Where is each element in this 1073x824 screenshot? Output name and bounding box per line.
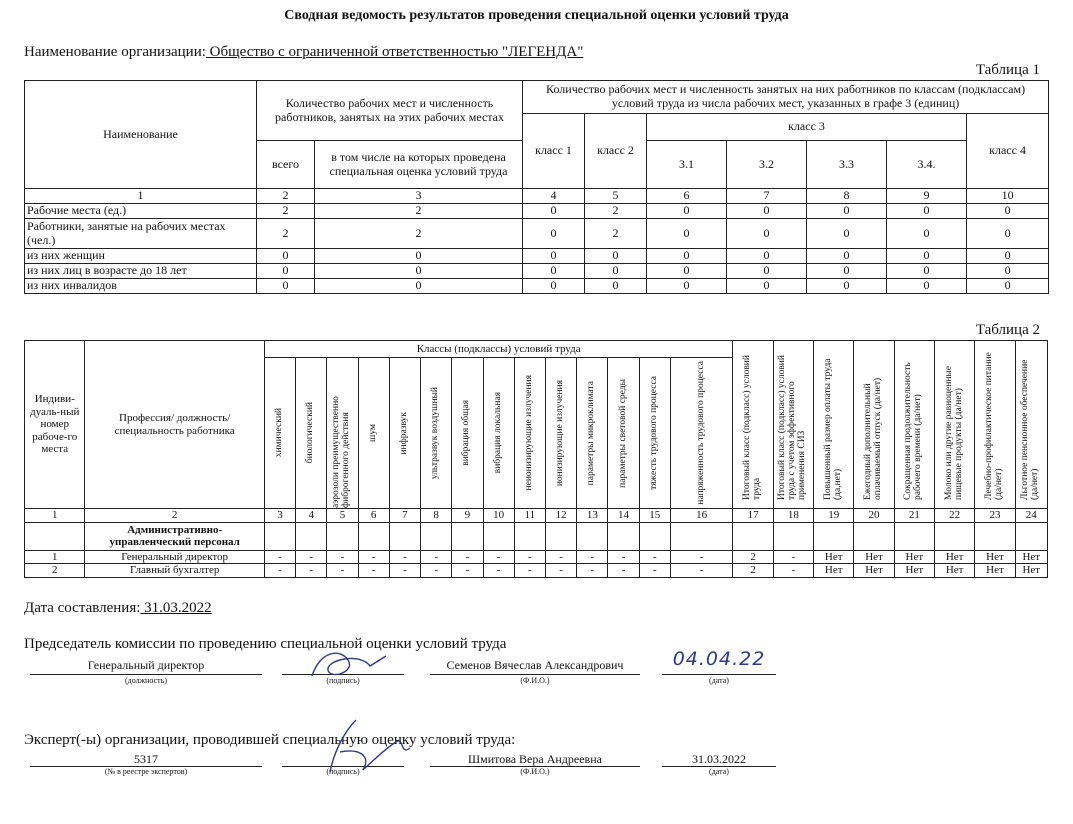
t2-cell: - bbox=[670, 550, 733, 564]
t1-number-row bbox=[25, 189, 1049, 204]
t2-cell: - bbox=[358, 564, 389, 578]
t1-cell: 0 bbox=[585, 279, 647, 294]
t2-num: 8 bbox=[421, 509, 452, 523]
t1-cell: 0 bbox=[727, 279, 807, 294]
t2-cell: - bbox=[264, 564, 295, 578]
t1-row-name: из них женщин bbox=[25, 249, 257, 264]
chairman-date-caption: (дата) bbox=[709, 676, 729, 685]
t2-header-prof: Профессия/ должность/ специальность работника bbox=[85, 341, 264, 509]
t2-cell: - bbox=[773, 550, 813, 564]
t2-cell: - bbox=[483, 564, 514, 578]
t1-cell: 0 bbox=[315, 249, 523, 264]
t1-cell: 2 bbox=[585, 219, 647, 249]
t1-header-class1: класс 1 bbox=[523, 114, 585, 189]
t2-header-extra: Итоговый класс (подкласс) условий труда bbox=[733, 341, 773, 509]
t2-row-prof: Генеральный директор bbox=[85, 550, 264, 564]
t2-header-factor: напряженность трудового процесса bbox=[670, 358, 733, 509]
t1-cell: 0 bbox=[807, 219, 887, 249]
t2-cell: - bbox=[545, 564, 576, 578]
t1-cell: 0 bbox=[887, 249, 967, 264]
t2-header-extra: Сокращенная продолжительность рабочего времени (да/нет) bbox=[894, 341, 934, 509]
t1-header-count-group: Количество рабочих мест и численность работников, занятых на этих рабочих местах bbox=[257, 81, 523, 141]
t2-cell bbox=[814, 522, 854, 550]
t1-cell: 0 bbox=[967, 249, 1049, 264]
t1-cell: 2 bbox=[315, 219, 523, 249]
t2-cell: - bbox=[608, 550, 639, 564]
t2-num: 1 bbox=[25, 509, 85, 523]
chairman-heading: Председатель комиссии по проведению специальной оценки условий труда bbox=[24, 636, 507, 652]
t2-cell: 2 bbox=[733, 564, 773, 578]
t2-cell: Нет bbox=[934, 550, 974, 564]
t1-cell: 0 bbox=[585, 249, 647, 264]
t2-header-factor: вибрация локальная bbox=[483, 358, 514, 509]
t2-cell bbox=[1015, 522, 1047, 550]
t1-cell: 0 bbox=[807, 279, 887, 294]
t2-cell: - bbox=[514, 550, 545, 564]
t1-header-c31: 3.1 bbox=[647, 141, 727, 189]
t2-num: 7 bbox=[389, 509, 420, 523]
t1-cell: 0 bbox=[967, 264, 1049, 279]
t2-cell bbox=[577, 522, 608, 550]
t2-num: 12 bbox=[545, 509, 576, 523]
t2-cell: - bbox=[389, 564, 420, 578]
t2-header-factor: ультразвук воздушный bbox=[421, 358, 452, 509]
t2-header-factor: неионизирующие излучения bbox=[514, 358, 545, 509]
t2-header-classes: Классы (подклассы) условий труда bbox=[264, 341, 733, 358]
t1-cell: 0 bbox=[647, 264, 727, 279]
table1-caption: Таблица 1 bbox=[975, 62, 1040, 78]
t2-cell: - bbox=[358, 550, 389, 564]
t2-cell bbox=[483, 522, 514, 550]
t2-header-extra: Ежегодный дополнительный оплачиваемый отпуск (да/нет) bbox=[854, 341, 894, 509]
t2-header-factor: тяжесть трудового процесса bbox=[639, 358, 670, 509]
t2-cell bbox=[670, 522, 733, 550]
t1-cell: 0 bbox=[807, 264, 887, 279]
t1-header-name: Наименование bbox=[25, 81, 257, 189]
t1-cell: 2 bbox=[315, 204, 523, 219]
t2-num: 19 bbox=[814, 509, 854, 523]
t2-cell: - bbox=[545, 550, 576, 564]
t2-num: 9 bbox=[452, 509, 483, 523]
t2-cell: - bbox=[452, 564, 483, 578]
t1-cell: 0 bbox=[967, 219, 1049, 249]
t2-cell bbox=[639, 522, 670, 550]
t2-row bbox=[25, 564, 1048, 578]
t1-cell: 0 bbox=[523, 279, 585, 294]
t2-cell: - bbox=[773, 564, 813, 578]
t1-num: 9 bbox=[887, 189, 967, 204]
t1-row-name: из них инвалидов bbox=[25, 279, 257, 294]
t2-cell: - bbox=[421, 564, 452, 578]
t1-header-c33: 3.3 bbox=[807, 141, 887, 189]
t1-header-class-group: Количество рабочих мест и численность занятых на них работников по классам (подклассам) условий труда из числа рабочих мест, указанных в графе 3 (единиц) bbox=[523, 81, 1049, 114]
t2-cell bbox=[608, 522, 639, 550]
organization-line bbox=[24, 44, 583, 61]
t1-cell: 0 bbox=[257, 264, 315, 279]
t1-num: 3 bbox=[315, 189, 523, 204]
t1-cell: 0 bbox=[727, 264, 807, 279]
t2-cell bbox=[25, 522, 85, 550]
t2-num: 23 bbox=[975, 509, 1015, 523]
expert-heading: Эксперт(-ы) организации, проводившей специальную оценку условий труда: bbox=[24, 732, 516, 748]
t1-num: 8 bbox=[807, 189, 887, 204]
t2-cell bbox=[421, 522, 452, 550]
t1-header-class3: класс 3 bbox=[647, 114, 967, 141]
expert-reg-no: 5317 bbox=[30, 752, 262, 767]
t2-num: 24 bbox=[1015, 509, 1047, 523]
t2-header-extra: Льготное пенсионное обеспечение (да/нет) bbox=[1015, 341, 1047, 509]
expert-reg-caption: (№ в реестре экспертов) bbox=[104, 767, 188, 776]
t2-cell: Нет bbox=[934, 564, 974, 578]
t1-cell: 0 bbox=[257, 279, 315, 294]
t2-header-factor: инфразвук bbox=[389, 358, 420, 509]
t1-num: 5 bbox=[585, 189, 647, 204]
t2-cell: Нет bbox=[1015, 564, 1047, 578]
t1-cell: 0 bbox=[315, 279, 523, 294]
document-title: Сводная ведомость результатов проведения специальной оценки условий труда bbox=[284, 8, 789, 23]
t2-cell: - bbox=[296, 550, 327, 564]
t2-header-factor: параметры микроклимата bbox=[577, 358, 608, 509]
t2-cell: - bbox=[327, 564, 358, 578]
t2-num: 21 bbox=[894, 509, 934, 523]
t1-row bbox=[25, 219, 1049, 249]
t2-header-factor: аэрозоли преимущественно фиброгенного действия bbox=[327, 358, 358, 509]
t1-cell: 0 bbox=[967, 204, 1049, 219]
t2-header-factor: параметры световой среды bbox=[608, 358, 639, 509]
t1-row-name: из них лиц в возрасте до 18 лет bbox=[25, 264, 257, 279]
t1-header-c32: 3.2 bbox=[727, 141, 807, 189]
t1-row-name: Рабочие места (ед.) bbox=[25, 204, 257, 219]
t2-cell: Нет bbox=[854, 550, 894, 564]
table2 bbox=[24, 340, 1048, 578]
expert-date-caption: (дата) bbox=[709, 767, 729, 776]
t1-cell: 0 bbox=[257, 249, 315, 264]
t2-cell: - bbox=[421, 550, 452, 564]
t2-cell: - bbox=[264, 550, 295, 564]
t2-cell: - bbox=[514, 564, 545, 578]
t1-cell: 0 bbox=[967, 279, 1049, 294]
date-compiled-label: Дата составления: bbox=[24, 600, 141, 616]
t1-cell: 0 bbox=[727, 249, 807, 264]
t1-row bbox=[25, 204, 1049, 219]
expert-fio: Шмитова Вера Андреевна bbox=[430, 752, 640, 767]
expert-fio-caption: (Ф.И.О.) bbox=[520, 767, 550, 776]
t1-row bbox=[25, 249, 1049, 264]
t2-num: 13 bbox=[577, 509, 608, 523]
t2-header-num: Индиви-дуаль-ный номер рабоче-го места bbox=[25, 341, 85, 509]
t2-cell bbox=[296, 522, 327, 550]
t1-cell: 0 bbox=[523, 264, 585, 279]
t1-cell: 0 bbox=[523, 204, 585, 219]
t2-cell: Нет bbox=[814, 564, 854, 578]
chairman-position-caption: (должность) bbox=[125, 676, 167, 685]
t1-num: 10 bbox=[967, 189, 1049, 204]
t1-cell: 0 bbox=[585, 264, 647, 279]
t2-row-prof: Главный бухгалтер bbox=[85, 564, 264, 578]
t2-header-extra: Повышенный размер оплаты труда (да,нет) bbox=[814, 341, 854, 509]
chairman-position: Генеральный директор bbox=[30, 658, 262, 675]
organization-label: Наименование организации: bbox=[24, 44, 206, 60]
t2-section-row bbox=[25, 522, 1048, 550]
t1-header-total: всего bbox=[257, 141, 315, 189]
t2-cell: - bbox=[389, 550, 420, 564]
organization-name: Общество с ограниченной ответственностью "ЛЕГЕНДА" bbox=[205, 44, 584, 60]
t2-cell: Нет bbox=[975, 550, 1015, 564]
t2-header-factor: биологический bbox=[296, 358, 327, 509]
t2-header-factor: ионизирующие излучения bbox=[545, 358, 576, 509]
t2-cell: 2 bbox=[733, 550, 773, 564]
t2-cell: Нет bbox=[1015, 550, 1047, 564]
t2-cell bbox=[264, 522, 295, 550]
t2-num: 5 bbox=[327, 509, 358, 523]
t2-cell: - bbox=[577, 564, 608, 578]
t1-cell: 2 bbox=[585, 204, 647, 219]
t1-cell: 0 bbox=[647, 204, 727, 219]
table2-caption: Таблица 2 bbox=[975, 322, 1040, 338]
chairman-date: 04.04.22 bbox=[662, 648, 776, 675]
t1-cell: 0 bbox=[523, 249, 585, 264]
expert-sign-caption: (подпись) bbox=[326, 767, 360, 776]
chairman-fio-caption: (Ф.И.О.) bbox=[520, 676, 550, 685]
t2-cell bbox=[894, 522, 934, 550]
t2-cell: - bbox=[296, 564, 327, 578]
t2-num: 3 bbox=[264, 509, 295, 523]
t2-cell: Нет bbox=[894, 550, 934, 564]
t1-cell: 0 bbox=[647, 249, 727, 264]
t2-cell bbox=[975, 522, 1015, 550]
t2-num: 18 bbox=[773, 509, 813, 523]
t2-row-num: 2 bbox=[25, 564, 85, 578]
table1 bbox=[24, 80, 1049, 294]
t2-num: 20 bbox=[854, 509, 894, 523]
t2-row-num: 1 bbox=[25, 550, 85, 564]
t2-cell: - bbox=[483, 550, 514, 564]
t2-num: 11 bbox=[514, 509, 545, 523]
t2-header-factor: вибрация общая bbox=[452, 358, 483, 509]
t2-cell bbox=[545, 522, 576, 550]
t2-cell: - bbox=[670, 564, 733, 578]
t1-num: 1 bbox=[25, 189, 257, 204]
t2-header-extra: Молоко или другие равноценные пищевые продукты (да/нет) bbox=[934, 341, 974, 509]
t2-num: 22 bbox=[934, 509, 974, 523]
t2-cell bbox=[358, 522, 389, 550]
chairman-fio: Семенов Вячеслав Александрович bbox=[430, 658, 640, 675]
t2-header-extra: Итоговый класс (подкласс) условий труда с учетом эффективного применения СИЗ bbox=[773, 341, 813, 509]
t1-cell: 0 bbox=[887, 204, 967, 219]
t1-cell: 2 bbox=[257, 204, 315, 219]
t2-num: 2 bbox=[85, 509, 264, 523]
t1-cell: 0 bbox=[887, 264, 967, 279]
t2-num: 6 bbox=[358, 509, 389, 523]
t1-num: 2 bbox=[257, 189, 315, 204]
t1-cell: 0 bbox=[647, 279, 727, 294]
t2-num: 4 bbox=[296, 509, 327, 523]
t2-cell: Нет bbox=[854, 564, 894, 578]
t2-cell bbox=[514, 522, 545, 550]
t2-number-row bbox=[25, 509, 1048, 523]
t2-cell: - bbox=[639, 564, 670, 578]
t2-num: 17 bbox=[733, 509, 773, 523]
t2-cell bbox=[934, 522, 974, 550]
t1-header-class4: класс 4 bbox=[967, 114, 1049, 189]
t2-cell bbox=[773, 522, 813, 550]
t1-cell: 2 bbox=[257, 219, 315, 249]
t2-cell: Нет bbox=[814, 550, 854, 564]
expert-date: 31.03.2022 bbox=[662, 752, 776, 767]
t2-cell bbox=[452, 522, 483, 550]
t1-num: 6 bbox=[647, 189, 727, 204]
t1-num: 4 bbox=[523, 189, 585, 204]
t2-num: 10 bbox=[483, 509, 514, 523]
t2-section-title: Административно-управленческий персонал bbox=[85, 522, 264, 550]
date-compiled-value: 31.03.2022 bbox=[140, 600, 212, 616]
t1-cell: 0 bbox=[727, 219, 807, 249]
t2-header-factor: шум bbox=[358, 358, 389, 509]
t1-cell: 0 bbox=[647, 219, 727, 249]
t2-row bbox=[25, 550, 1048, 564]
t1-header-class2: класс 2 bbox=[585, 114, 647, 189]
t1-row-name: Работники, занятые на рабочих местах (чел.) bbox=[25, 219, 257, 249]
t2-cell: - bbox=[452, 550, 483, 564]
t1-cell: 0 bbox=[807, 249, 887, 264]
t1-cell: 0 bbox=[727, 204, 807, 219]
t1-cell: 0 bbox=[807, 204, 887, 219]
t2-num: 15 bbox=[639, 509, 670, 523]
t1-row bbox=[25, 279, 1049, 294]
t2-cell: Нет bbox=[975, 564, 1015, 578]
t2-cell bbox=[733, 522, 773, 550]
t2-num: 16 bbox=[670, 509, 733, 523]
date-compiled bbox=[24, 600, 212, 617]
t2-cell bbox=[327, 522, 358, 550]
t1-cell: 0 bbox=[523, 219, 585, 249]
t2-cell: - bbox=[608, 564, 639, 578]
t2-cell: - bbox=[327, 550, 358, 564]
t1-cell: 0 bbox=[315, 264, 523, 279]
t1-row bbox=[25, 264, 1049, 279]
t1-header-sout-done: в том числе на которых проведена специальная оценка условий труда bbox=[315, 141, 523, 189]
chairman-sign-caption: (подпись) bbox=[326, 676, 360, 685]
t2-cell: - bbox=[577, 550, 608, 564]
t2-num: 14 bbox=[608, 509, 639, 523]
t2-header-extra: Лечебно-профилактическое питание (да/нет) bbox=[975, 341, 1015, 509]
t2-cell bbox=[389, 522, 420, 550]
t2-header-factor: химический bbox=[264, 358, 295, 509]
t2-cell: - bbox=[639, 550, 670, 564]
t1-cell: 0 bbox=[887, 219, 967, 249]
t2-cell: Нет bbox=[894, 564, 934, 578]
t1-header-c34: 3.4. bbox=[887, 141, 967, 189]
t2-cell bbox=[854, 522, 894, 550]
t1-num: 7 bbox=[727, 189, 807, 204]
t1-cell: 0 bbox=[887, 279, 967, 294]
